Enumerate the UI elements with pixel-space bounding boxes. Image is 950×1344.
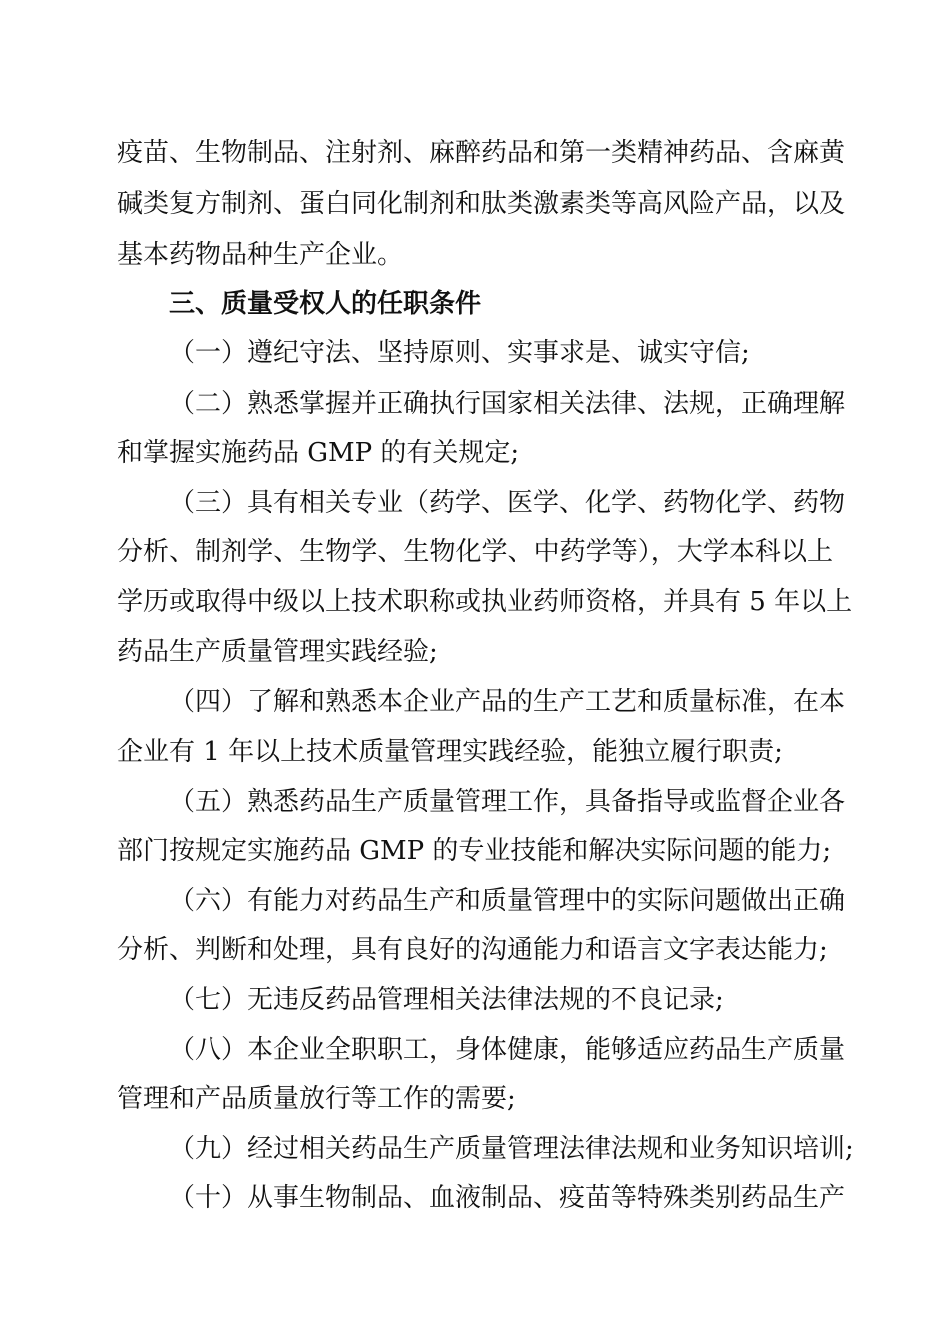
text-line: （二）熟悉掌握并正确执行国家相关法律、法规，正确理解 [169,389,846,419]
text-line: （五）熟悉药品生产质量管理工作，具备指导或监督企业各 [169,787,846,817]
text-line: （九）经过相关药品生产质量管理法律法规和业务知识培训; [169,1134,854,1164]
text-line: 管理和产品质量放行等工作的需要; [117,1084,516,1114]
text-line: 疫苗、生物制品、注射剂、麻醉药品和第一类精神药品、含麻黄 [117,138,846,168]
text-line: （十）从事生物制品、血液制品、疫苗等特殊类别药品生产 [169,1183,846,1213]
text-line: （八）本企业全职职工，身体健康，能够适应药品生产质量 [169,1035,846,1065]
text-line: 分析、判断和处理，具有良好的沟通能力和语言文字表达能力; [117,935,828,965]
text-line: （一）遵纪守法、坚持原则、实事求是、诚实守信; [169,338,750,368]
text-line: （三）具有相关专业（药学、医学、化学、药物化学、药物 [169,488,846,518]
text-line: 学历或取得中级以上技术职称或执业药师资格，并具有 5 年以上 [117,587,853,617]
text-line: 和掌握实施药品 GMP 的有关规定; [117,438,520,468]
text-line: 基本药物品种生产企业。 [117,240,404,270]
section-heading: 三、质量受权人的任职条件 [169,289,482,319]
text-line: 企业有 1 年以上技术质量管理实践经验，能独立履行职责; [117,737,783,767]
text-line: （六）有能力对药品生产和质量管理中的实际问题做出正确 [169,886,846,916]
text-line: 碱类复方制剂、蛋白同化制剂和肽类激素类等高风险产品，以及 [117,189,846,219]
text-line: （四）了解和熟悉本企业产品的生产工艺和质量标准，在本 [169,687,846,717]
text-line: 部门按规定实施药品 GMP 的专业技能和解决实际问题的能力; [117,836,832,866]
text-line: 分析、制剂学、生物学、生物化学、中药学等），大学本科以上 [117,537,833,567]
text-line: （七）无违反药品管理相关法律法规的不良记录; [169,985,724,1015]
text-line: 药品生产质量管理实践经验; [117,637,438,667]
